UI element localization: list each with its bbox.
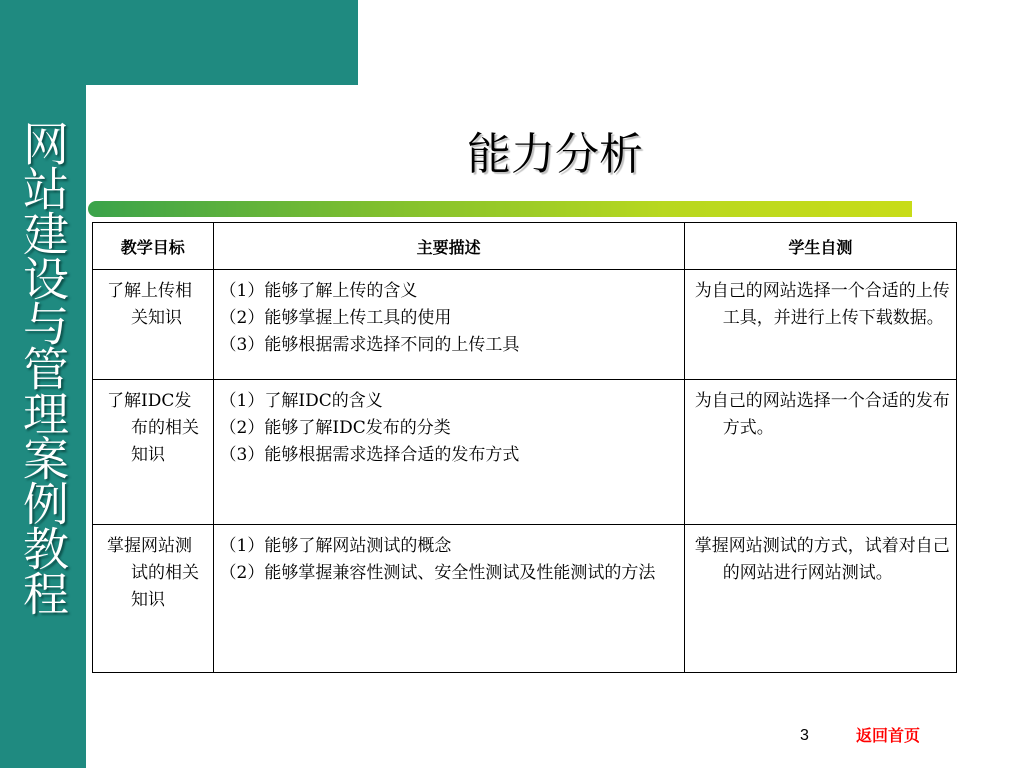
description-item: （3）能够根据需求选择合适的发布方式 bbox=[219, 445, 520, 465]
description-cell bbox=[213, 380, 684, 525]
self-test-cell: 为自己的网站选择一个合适的上传工具，并进行上传下载数据。 bbox=[684, 270, 956, 380]
ability-table bbox=[92, 222, 957, 673]
description-item: （1）了解IDC的含义 bbox=[219, 391, 383, 411]
page-number: 3 bbox=[800, 727, 809, 744]
self-test-cell: 为自己的网站选择一个合适的发布方式。 bbox=[684, 380, 956, 525]
page-title: 能力分析 bbox=[467, 129, 643, 180]
header-self-test: 学生自测 bbox=[684, 223, 956, 270]
table-row bbox=[93, 380, 957, 525]
description-item: （1）能够了解网站测试的概念 bbox=[219, 536, 452, 556]
self-test-cell: 掌握网站测试的方式，试着对自己的网站进行网站测试。 bbox=[684, 525, 956, 673]
header-goal: 教学目标 bbox=[93, 223, 214, 270]
goal-cell: 掌握网站测试的相关知识 bbox=[93, 525, 214, 673]
description-cell bbox=[213, 270, 684, 380]
description-item: （2）能够掌握上传工具的使用 bbox=[219, 308, 452, 328]
table-header-row bbox=[93, 223, 957, 270]
description-item: （3）能够根据需求选择不同的上传工具 bbox=[219, 335, 520, 355]
description-item: （2）能够掌握兼容性测试、安全性测试及性能测试的方法 bbox=[219, 563, 656, 583]
description-item: （1）能够了解上传的含义 bbox=[219, 281, 418, 301]
title-divider bbox=[88, 201, 912, 217]
goal-cell: 了解上传相关知识 bbox=[93, 270, 214, 380]
home-link[interactable]: 返回首页 bbox=[856, 726, 921, 745]
header-description: 主要描述 bbox=[213, 223, 684, 270]
description-item: （2）能够了解IDC发布的分类 bbox=[219, 418, 451, 438]
course-title: 网站建设与管理案例教程 bbox=[16, 120, 70, 615]
goal-cell: 了解IDC发布的相关知识 bbox=[93, 380, 214, 525]
table-row bbox=[93, 525, 957, 673]
description-cell bbox=[213, 525, 684, 673]
table-row bbox=[93, 270, 957, 380]
